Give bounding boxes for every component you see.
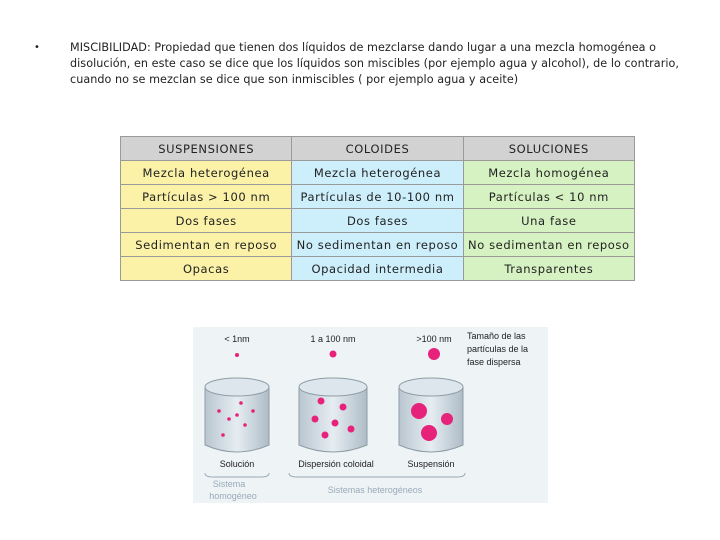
header-suspensiones: SUSPENSIONES [121, 137, 292, 161]
table-cell: Mezcla homogénea [463, 161, 634, 185]
system-homogeneous-line: homogéneo [209, 491, 257, 501]
table-cell: Sedimentan en reposo [121, 233, 292, 257]
label-solution: Solución [219, 459, 255, 469]
particle-size-figure [193, 327, 548, 503]
table-cell: Opacas [121, 257, 292, 281]
size-label-large: >100 nm [416, 334, 452, 344]
container-suspension [399, 378, 463, 452]
legend-line: fase dispersa [467, 357, 521, 367]
header-coloides: COLOIDES [292, 137, 463, 161]
sample-particle-large [428, 348, 440, 360]
table-header-row [121, 137, 635, 161]
table-row [121, 185, 635, 209]
table-row [121, 233, 635, 257]
table-cell: Mezcla heterogénea [121, 161, 292, 185]
table-row [121, 209, 635, 233]
miscibility-paragraph: MISCIBILIDAD: Propiedad que tienen dos líquidos de mezclarse dando lugar a una mezcla homogénea o disolución, en este caso se dice que los líquidos son miscibles (por ejemplo agua y alcohol), de lo contrario, cuando no se mezclan se dice que son inmiscibles ( por ejemplo agua y aceite) [70, 41, 680, 86]
system-homogeneous-line: Sistema [212, 479, 246, 489]
bracket-heterogeneous [289, 473, 465, 477]
table-cell: No sedimentan en reposo [463, 233, 634, 257]
table-cell: Partículas < 10 nm [463, 185, 634, 209]
table-cell: Dos fases [292, 209, 463, 233]
figure-svg [193, 327, 548, 503]
bullet-marker: • [34, 42, 40, 53]
label-suspension: Suspensión [407, 459, 455, 469]
table-cell: Partículas de 10-100 nm [292, 185, 463, 209]
sample-particle-small [235, 353, 239, 357]
legend-line: Tamaño de las [467, 331, 526, 341]
header-soluciones: SOLUCIONES [463, 137, 634, 161]
table-cell: Mezcla heterogénea [292, 161, 463, 185]
size-label-medium: 1 a 100 nm [310, 334, 356, 344]
table-cell: Opacidad intermedia [292, 257, 463, 281]
table-cell: Transparentes [463, 257, 634, 281]
table-cell: Una fase [463, 209, 634, 233]
table-cell: Dos fases [121, 209, 292, 233]
comparison-table [120, 136, 635, 281]
container-solution [205, 378, 269, 452]
table-row [121, 161, 635, 185]
sample-particle-medium [330, 351, 337, 358]
table-cell: Partículas > 100 nm [121, 185, 292, 209]
size-label-small: < 1nm [224, 334, 250, 344]
table-row [121, 257, 635, 281]
label-colloid: Dispersión coloidal [298, 459, 374, 469]
container-colloid [299, 378, 367, 452]
table-cell: No sedimentan en reposo [292, 233, 463, 257]
legend-line: partículas de la [467, 344, 529, 354]
systems-heterogeneous-label: Sistemas heterogéneos [327, 485, 423, 495]
bracket-homogeneous [205, 473, 269, 477]
